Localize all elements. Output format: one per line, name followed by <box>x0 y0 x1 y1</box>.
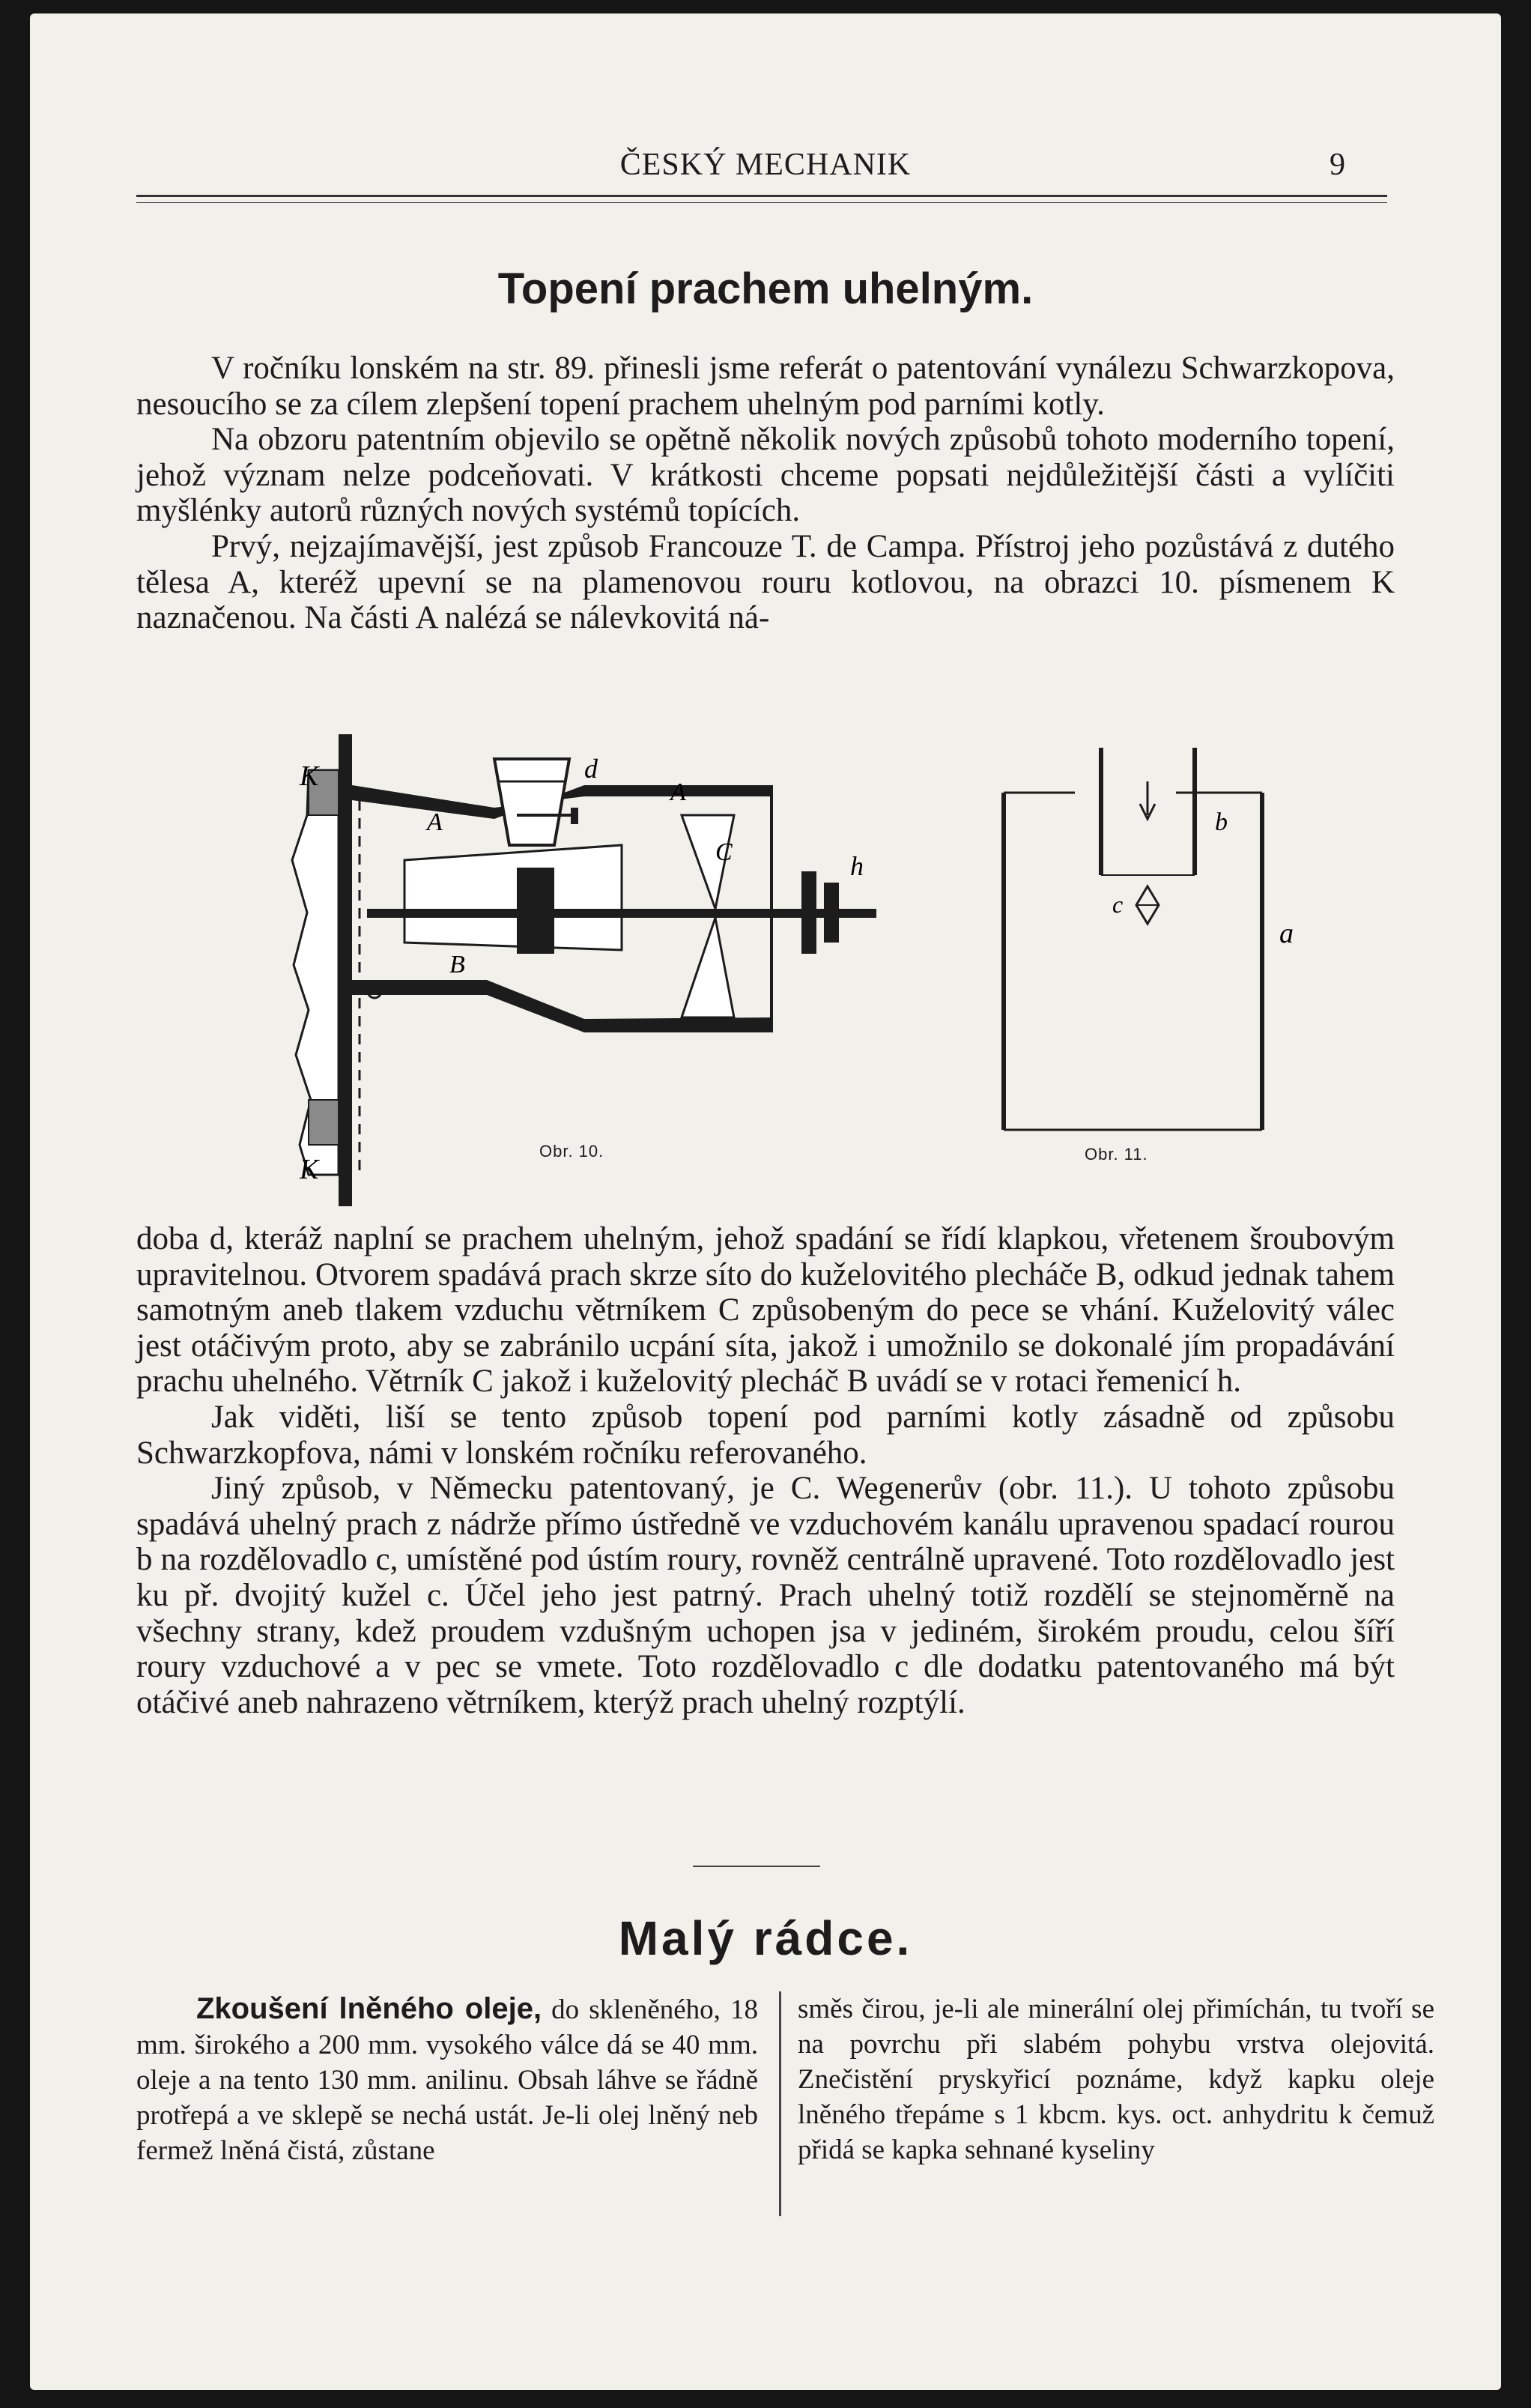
header-rule-thin <box>136 202 1387 203</box>
paragraph: Prvý, nejzajímavější, jest způsob Francouze T. de Campa. Přístroj jeho pozůstává z dutého tělesa A, kteréž upevní se na plamenovou rouru kotlovou, na obrazci 10. písmenem K naznačenou. Na části A nalézá se nálevkovitá ná- <box>136 528 1395 636</box>
fig10-label-h: h <box>850 851 864 881</box>
fig11-label-c: c <box>1112 891 1124 918</box>
item-lead: Zkoušení lněného oleje, <box>196 1992 542 2025</box>
article-title: Topení prachem uhelným. <box>497 264 1034 313</box>
fig10-upper-wall <box>352 785 494 819</box>
column-divider <box>779 1991 781 2216</box>
item-text: do skleněného, 18 mm. širokého a 200 mm. vysokého válce dá se 40 mm. oleje a na tento 130 mm. anilinu. Obsah láhve se řádně protřepá a ve sklepě se nechá ustát. Je-li olej lněný neb fermež lněná čistá, zůstane <box>136 1994 759 2166</box>
paragraph: Jiný způsob, v Německu patentovaný, je C. Wegenerův (obr. 11.). U tohoto způsobu spadává uhelný prach z nádrže přímo ústředně ve vzduchovém kanálu upravenou spadací rourou b na rozdělovadlo c, umístěné pod ústím roury, rovněž centrálně upravené. Toto rozdělovadlo jest ku př. dvojitý kužel c. Účel jeho jest patrný. Prach uhelný totiž rozdělí se stejnoměrně na všechny strany, kdež proudem vzdušným uchopen jsa v jediném, širokém proudu, celou šíří roury vzduchové a v pec se vmete. Toto rozdělovadlo c dle dodatku patentovaného má být otáčivé aneb nahrazeno větrníkem, kterýž prach uhelný rozptýlí. <box>136 1471 1395 1720</box>
section-divider <box>693 1866 820 1867</box>
fig10-label-A-left: A <box>427 808 443 836</box>
fig11-label-a: a <box>1279 918 1294 949</box>
fig10-pulley-h <box>801 871 816 954</box>
fig10-screw-knob <box>571 808 578 824</box>
paragraph: V ročníku lonském na str. 89. přinesli jsme referát o patentování vynálezu Schwarzkopova, nesoucího se za cílem zlepšení topení prachem uhelným pod parními kotly. <box>136 351 1395 422</box>
fig10-lower-wall <box>352 980 487 995</box>
fig10-label-C: C <box>715 838 733 866</box>
section-title: Malý rádce. <box>618 1911 913 1965</box>
journal-page <box>30 13 1501 2390</box>
fig10-label-A-right: A <box>670 778 686 806</box>
fig10-hopper <box>494 759 569 845</box>
right-column <box>798 1991 1434 2167</box>
fig10-fan-lower <box>682 918 734 1017</box>
paragraph: Na obzoru patentním objevilo se opětně několik nových způsobů tohoto moderního topení, jehož význam nelze podceňovati. V krátkosti chceme popsati nejdůležitější části a vylíčiti myšlénky autorů různých nových systémů topících. <box>136 422 1395 529</box>
item-text-continued: směs čirou, je-li ale minerální olej přimíchán, tu tvoří se na povrchu při slabém pohybu vrstva olejovitá. Znečistění pryskyřicí poznáme, když kapku oleje lněného třepáme s 1 kbcm. kys. oct. anhydritu k čemuž přidá se kapka sehnané kyseliny <box>798 1994 1434 2165</box>
page-number: 9 <box>1330 148 1345 182</box>
fig10-label-K-bottom: K <box>300 1154 319 1185</box>
journal-title: ČESKÝ MECHANIK <box>619 148 912 182</box>
fig10-shaft <box>367 909 876 918</box>
body-text <box>136 1221 1395 1720</box>
fig10-pulley-disc <box>824 883 839 943</box>
fig10-label-d: d <box>584 754 598 784</box>
header-rule <box>136 195 1387 197</box>
fig10-flange-bar <box>339 734 352 1206</box>
left-column <box>136 1991 758 2168</box>
intro-text <box>136 351 1395 636</box>
fig10-label-K-top: K <box>300 760 319 792</box>
fig11-caption: Obr. 11. <box>1085 1145 1148 1164</box>
fig10-brick-bottom <box>309 1100 339 1145</box>
fig10-label-B: B <box>449 951 465 978</box>
paragraph: doba d, kteráž naplní se prachem uhelným, jehož spadání se řídí klapkou, vřetenem šroubovým upravitelnou. Otvorem spadává prach skrze síto do kuželovitého plecháče B, odkud jednak tahem samotným aneb tlakem vzduchu větrníkem C způsobeným do pece se vhání. Kuželovitý válec jest otáčivým proto, aby se zabránilo ucpání síta, jakož i umožnilo se dokonalé jím propadávání prachu uhelného. Větrník C jakož i kuželovitý plecháč B uvádí se v rotaci řemenicí h. <box>136 1221 1395 1400</box>
fig10-caption: Obr. 10. <box>539 1142 604 1161</box>
fig11-label-b: b <box>1215 808 1228 836</box>
paragraph: Jak viděti, liší se tento způsob topení pod parními kotly zásadně od způsobu Schwarzkopfova, námi v lonském ročníku referovaného. <box>136 1399 1395 1471</box>
fig10-cone-B <box>404 845 622 950</box>
fig10-hub <box>517 868 554 954</box>
figure-11-distributor <box>966 725 1326 1145</box>
